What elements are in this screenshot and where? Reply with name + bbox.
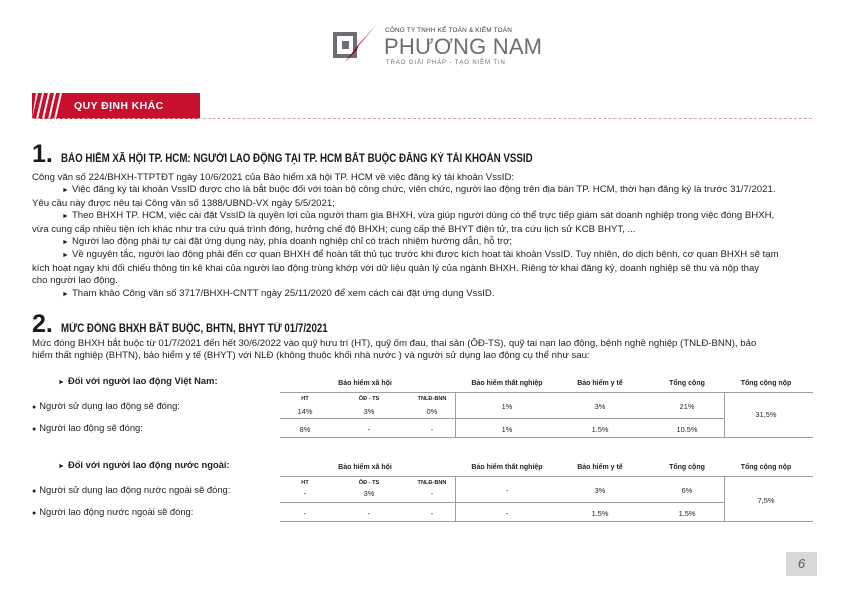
sub-header-odts: ÔĐ - TS bbox=[358, 396, 380, 402]
dot-bullet-icon: ● bbox=[32, 510, 37, 517]
cell-employer-total: 21% bbox=[679, 402, 695, 411]
sub-header-tnld: TNLĐ-BNN bbox=[417, 480, 447, 486]
cell-employee-total: 10.5% bbox=[676, 425, 698, 434]
row-label-text: Người lao động nước ngoài sẽ đóng: bbox=[39, 506, 194, 517]
section1-bullet2-cont: vừa cung cấp nhiều tiện ích khác như tra cứu quá trình đóng, hưởng chế độ BHXH; cung cấp thẻ BHYT điện tử, tra cứu lịch sử KCB BHYT, ... bbox=[32, 223, 636, 235]
col-header-grand-total: Tổng cộng nộp bbox=[740, 380, 792, 387]
row-label-text: Người lao động sẽ đóng: bbox=[39, 422, 143, 433]
section1-bullet1 bbox=[32, 184, 792, 197]
section-banner bbox=[32, 93, 200, 119]
col-header-bhxh: Bảo hiểm xã hội bbox=[338, 380, 392, 387]
cell-employee-bhyt: 1.5% bbox=[591, 509, 609, 518]
section1-bullet4-cont2: cho người lao động. bbox=[32, 275, 118, 287]
bullet-text: Về nguyên tắc, người lao động phải đến cơ quan BHXH để hoàn tất thủ tục trước khi được kích hoạt tài khoản VssID. Tuy nhiên, do dịch bệnh, cơ quan BHXH sẽ tạm bbox=[71, 249, 779, 261]
dot-bullet-icon: ● bbox=[32, 488, 37, 495]
col-header-bhyt: Bảo hiểm y tế bbox=[577, 464, 623, 471]
section-divider bbox=[32, 118, 812, 119]
section1-bullet4-cont: kích hoạt ngay khi đối chiếu thông tin kê khai của người lao động trùng khớp với dữ liệu quản lý của ngành BHXH. Riêng tờ khai đăng ký, doanh nghiệp sẽ thu và nộp thay bbox=[32, 262, 760, 274]
arrow-bullet-icon: ► bbox=[62, 290, 69, 298]
table-line bbox=[280, 392, 813, 393]
cell-employee-bhyt: 1.5% bbox=[591, 425, 609, 434]
cell-employer-tnld: 0% bbox=[426, 407, 438, 416]
arrow-bullet-icon: ► bbox=[58, 379, 65, 386]
cell-employee-bhtn: - bbox=[505, 509, 509, 518]
company-logo bbox=[333, 22, 543, 74]
cell-employee-ht: 8% bbox=[299, 425, 311, 434]
cell-employer-ht: 14% bbox=[297, 407, 313, 416]
arrow-bullet-icon: ► bbox=[62, 213, 69, 221]
cell-employer-total: 6% bbox=[681, 486, 693, 495]
section2-intro bbox=[32, 338, 792, 363]
section2-heading bbox=[32, 310, 378, 339]
cell-employer-bhyt: 3% bbox=[594, 402, 606, 411]
section1-number: 1. bbox=[32, 140, 53, 168]
bullet-text: Việc đăng ký tài khoản VssID được cho là bắt buộc đối với toàn bộ công chức, viên chức, người lao động trên địa bàn TP. HCM, thời hạn đăng ký là trước 31/7/2021. bbox=[71, 184, 776, 196]
table-line bbox=[280, 521, 813, 522]
table-line bbox=[724, 392, 725, 438]
row-label-employee bbox=[32, 506, 193, 517]
table-line bbox=[280, 502, 724, 503]
bullet-text: Theo BHXH TP. HCM, việc cài đặt VssID là quyền lợi của người tham gia BHXH, vừa giúp người dùng có thể trực tiếp giám sát doanh nghiệp trong việc đóng BHXH, bbox=[71, 210, 775, 222]
section-banner-title: QUY ĐỊNH KHÁC bbox=[74, 100, 164, 112]
col-header-total: Tổng cộng bbox=[669, 380, 705, 387]
page-number: 6 bbox=[786, 552, 817, 576]
arrow-bullet-icon: ► bbox=[62, 252, 69, 260]
arrow-bullet-icon: ► bbox=[58, 463, 65, 470]
section1-heading bbox=[32, 140, 622, 169]
cell-employer-bhtn: 1% bbox=[501, 402, 513, 411]
section2-number: 2. bbox=[32, 310, 53, 338]
sub-header-ht: HT bbox=[301, 396, 309, 402]
cell-employer-ht: - bbox=[303, 489, 307, 498]
company-big-name: PHƯƠNG NAM bbox=[384, 34, 543, 59]
cell-employee-total: 1.5% bbox=[678, 509, 696, 518]
cell-grand-total: 7,5% bbox=[757, 496, 775, 505]
group-label-text: Đối với người lao động nước ngoài: bbox=[67, 459, 230, 470]
bullet-text: Tham khảo Công văn số 3717/BHXH-CNTT ngày 25/11/2020 để xem cách cài đặt ứng dụng VssID. bbox=[71, 287, 495, 299]
section1-intro: Công văn số 224/BHXH-TTPTĐT ngày 10/6/2021 của Bảo hiểm xã hội TP. HCM về việc đăng ký tài khoản VssID: bbox=[32, 172, 515, 183]
col-header-grand-total: Tổng cộng nộp bbox=[740, 464, 792, 471]
table-group-label bbox=[58, 375, 218, 386]
cell-employer-tnld: - bbox=[430, 489, 434, 498]
sub-header-ht: HT bbox=[301, 480, 309, 486]
section1-bullet3 bbox=[32, 236, 792, 249]
cell-employee-ht: - bbox=[303, 509, 307, 518]
section2-intro-line2: hiểm thất nghiệp (BHTN), bảo hiểm y tế (BHYT) với NLĐ (không thuộc khối nhà nước ) và người sử dụng lao động cụ thể như sau: bbox=[32, 350, 590, 362]
dot-bullet-icon: ● bbox=[32, 404, 37, 411]
section1-bullet1-cont: Yêu cầu này được nêu tại Công văn số 1388/UBND-VX ngày 5/5/2021; bbox=[32, 197, 335, 209]
company-tagline: TRAO GIẢI PHÁP - TẠO NIỀM TIN bbox=[386, 60, 506, 66]
cell-employee-bhtn: 1% bbox=[501, 425, 513, 434]
cell-employee-tnld: - bbox=[430, 425, 434, 434]
col-header-bhyt: Bảo hiểm y tế bbox=[577, 380, 623, 387]
group-label-text: Đối với người lao động Việt Nam: bbox=[67, 375, 218, 386]
bullet-text: Người lao động phải tự cài đặt ứng dụng này, phía doanh nghiệp chỉ có trách nhiệm hướng dẫn, hỗ trợ; bbox=[71, 236, 513, 248]
arrow-bullet-icon: ► bbox=[62, 239, 69, 247]
table-line bbox=[280, 437, 813, 438]
company-logo-icon bbox=[333, 22, 379, 70]
col-header-bhxh: Bảo hiểm xã hội bbox=[338, 464, 392, 471]
section1-title: BẢO HIỂM XÃ HỘI TP. HCM: NGƯỜI LAO ĐỘNG TẠI TP. HCM BẮT BUỘC ĐĂNG KÝ TÀI KHOẢN VSSID bbox=[60, 152, 533, 165]
section1-bullet2 bbox=[32, 210, 792, 223]
cell-employer-bhtn: - bbox=[505, 486, 509, 495]
sub-header-odts: ÔĐ - TS bbox=[358, 480, 380, 486]
table-group-label bbox=[58, 459, 230, 470]
col-header-total: Tổng cộng bbox=[669, 464, 705, 471]
table-line bbox=[455, 392, 456, 438]
dot-bullet-icon: ● bbox=[32, 426, 37, 433]
section1-bullet4 bbox=[32, 249, 792, 262]
cell-grand-total: 31,5% bbox=[755, 410, 777, 419]
arrow-bullet-icon: ► bbox=[62, 187, 69, 195]
table-line bbox=[724, 476, 725, 522]
section1-bullet5 bbox=[32, 288, 792, 301]
cell-employee-tnld: - bbox=[430, 509, 434, 518]
row-label-employer bbox=[32, 400, 180, 411]
sub-header-tnld: TNLĐ-BNN bbox=[417, 396, 447, 402]
table-line bbox=[280, 476, 813, 477]
row-label-text: Người sử dụng lao động sẽ đóng: bbox=[39, 400, 180, 411]
table-line bbox=[280, 418, 724, 419]
cell-employer-bhyt: 3% bbox=[594, 486, 606, 495]
col-header-bhtn: Bảo hiểm thất nghiệp bbox=[471, 380, 543, 387]
company-small-name: CÔNG TY TNHH KẾ TOÁN & KIỂM TOÁN bbox=[385, 27, 513, 34]
row-label-employer bbox=[32, 484, 230, 495]
row-label-text: Người sử dụng lao động nước ngoài sẽ đóng: bbox=[39, 484, 231, 495]
cell-employee-odts: - bbox=[367, 425, 371, 434]
section2-title: MỨC ĐÓNG BHXH BẮT BUỘC, BHTN, BHYT TỪ 01/7/2021 bbox=[60, 322, 328, 335]
cell-employer-odts: 3% bbox=[363, 489, 375, 498]
table-line bbox=[455, 476, 456, 522]
section1-body bbox=[32, 172, 792, 301]
section2-intro-line1: Mức đóng BHXH bắt buộc từ 01/7/2021 đến hết 30/6/2022 vào quỹ hưu trí (HT), quỹ ốm đau, thai sản (ÔĐ-TS), quỹ tai nạn lao động, bệnh nghề nghiệp (TNLĐ-BNN), bảo bbox=[32, 338, 757, 349]
cell-employee-odts: - bbox=[367, 509, 371, 518]
row-label-employee bbox=[32, 422, 143, 433]
cell-employer-odts: 3% bbox=[363, 407, 375, 416]
col-header-bhtn: Bảo hiểm thất nghiệp bbox=[471, 464, 543, 471]
